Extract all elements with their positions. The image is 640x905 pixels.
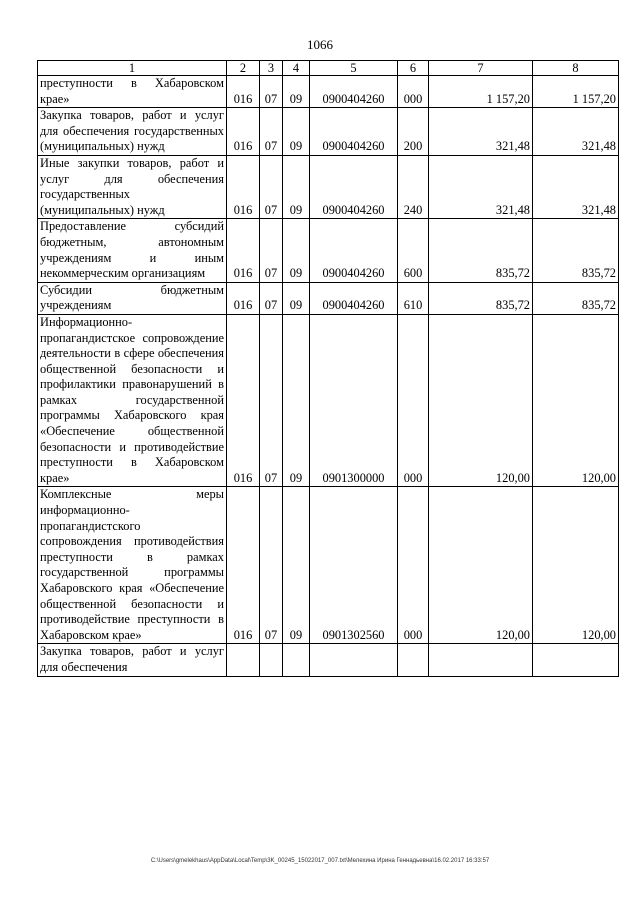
cell-section: 07 [260, 487, 283, 644]
cell-amount-2: 120,00 [533, 487, 619, 644]
table-row [38, 487, 619, 644]
cell-target-article: 0900404260 [310, 76, 398, 108]
row-name: Закупка товаров, работ и услуг для обеспечения [38, 644, 227, 676]
table-row [38, 282, 619, 314]
cell-ministry: 016 [227, 282, 260, 314]
row-name: Информационно-пропагандистское сопровождение деятельности в сфере обеспечения общественной безопасности и профилактики правонарушений в рамках государственной программы Хабаровского края «Обеспечение общественной безопасности и противодействие преступности в Хабаровском крае» [38, 314, 227, 487]
cell-amount-1 [429, 644, 533, 676]
cell-ministry: 016 [227, 314, 260, 487]
cell-subsection: 09 [283, 282, 310, 314]
cell-expense-type [398, 644, 429, 676]
cell-ministry: 016 [227, 155, 260, 218]
table-row [38, 644, 619, 676]
cell-expense-type: 600 [398, 219, 429, 282]
cell-subsection: 09 [283, 219, 310, 282]
cell-subsection: 09 [283, 76, 310, 108]
cell-amount-2: 1 157,20 [533, 76, 619, 108]
header-cell: 8 [533, 61, 619, 76]
cell-amount-2: 321,48 [533, 155, 619, 218]
cell-section: 07 [260, 314, 283, 487]
cell-amount-2: 321,48 [533, 108, 619, 156]
cell-subsection: 09 [283, 108, 310, 156]
cell-ministry: 016 [227, 487, 260, 644]
cell-target-article [310, 644, 398, 676]
table-row [38, 314, 619, 487]
cell-amount-1: 120,00 [429, 487, 533, 644]
row-name: Комплексные меры информационно-пропагандистского сопровождения противодействия преступности в рамках государственной программы Хабаровского края «Обеспечение общественной безопасности и противодействие преступности в Хабаровском крае» [38, 487, 227, 644]
cell-amount-1: 835,72 [429, 282, 533, 314]
footer-path: C:\Users\gmelekhaus\AppData\Local\Temp\3K_00245_15022017_007.txt\Мелехина Ирина Геннадьевна\16.02.2017 16:33:57 [150, 858, 490, 864]
cell-subsection: 09 [283, 314, 310, 487]
cell-amount-1: 321,48 [429, 108, 533, 156]
cell-section: 07 [260, 282, 283, 314]
cell-ministry [227, 644, 260, 676]
cell-subsection: 09 [283, 487, 310, 644]
cell-section: 07 [260, 76, 283, 108]
cell-amount-1: 321,48 [429, 155, 533, 218]
cell-ministry: 016 [227, 76, 260, 108]
table-row [38, 108, 619, 156]
header-row [38, 61, 619, 76]
cell-expense-type: 240 [398, 155, 429, 218]
cell-subsection [283, 644, 310, 676]
cell-subsection: 09 [283, 155, 310, 218]
cell-expense-type: 610 [398, 282, 429, 314]
header-cell: 4 [283, 61, 310, 76]
header-cell: 5 [310, 61, 398, 76]
cell-amount-2: 835,72 [533, 282, 619, 314]
row-name: Субсидии бюджетным учреждениям [38, 282, 227, 314]
cell-expense-type: 000 [398, 487, 429, 644]
header-cell: 6 [398, 61, 429, 76]
cell-target-article: 0900404260 [310, 282, 398, 314]
row-name: преступности в Хабаровском крае» [38, 76, 227, 108]
cell-section [260, 644, 283, 676]
cell-amount-1: 120,00 [429, 314, 533, 487]
cell-expense-type: 000 [398, 314, 429, 487]
cell-target-article: 0900404260 [310, 155, 398, 218]
table-row [38, 76, 619, 108]
header-cell: 1 [38, 61, 227, 76]
cell-target-article: 0901302560 [310, 487, 398, 644]
cell-section: 07 [260, 219, 283, 282]
page-number: 1066 [307, 37, 333, 52]
cell-section: 07 [260, 108, 283, 156]
cell-amount-2 [533, 644, 619, 676]
row-name: Закупка товаров, работ и услуг для обеспечения государственных (муниципальных) нужд [38, 108, 227, 156]
cell-ministry: 016 [227, 108, 260, 156]
budget-table [37, 60, 619, 677]
cell-amount-1: 835,72 [429, 219, 533, 282]
row-name: Предоставление субсидий бюджетным, автономным учреждениям и иным некоммерческим организациям [38, 219, 227, 282]
cell-ministry: 016 [227, 219, 260, 282]
cell-target-article: 0900404260 [310, 219, 398, 282]
cell-target-article: 0900404260 [310, 108, 398, 156]
row-name: Иные закупки товаров, работ и услуг для обеспечения государственных (муниципальных) нужд [38, 155, 227, 218]
cell-amount-1: 1 157,20 [429, 76, 533, 108]
header-cell: 2 [227, 61, 260, 76]
table-row [38, 155, 619, 218]
header-cell: 7 [429, 61, 533, 76]
cell-target-article: 0901300000 [310, 314, 398, 487]
table-row [38, 219, 619, 282]
cell-expense-type: 000 [398, 76, 429, 108]
header-cell: 3 [260, 61, 283, 76]
cell-expense-type: 200 [398, 108, 429, 156]
cell-amount-2: 835,72 [533, 219, 619, 282]
cell-section: 07 [260, 155, 283, 218]
cell-amount-2: 120,00 [533, 314, 619, 487]
